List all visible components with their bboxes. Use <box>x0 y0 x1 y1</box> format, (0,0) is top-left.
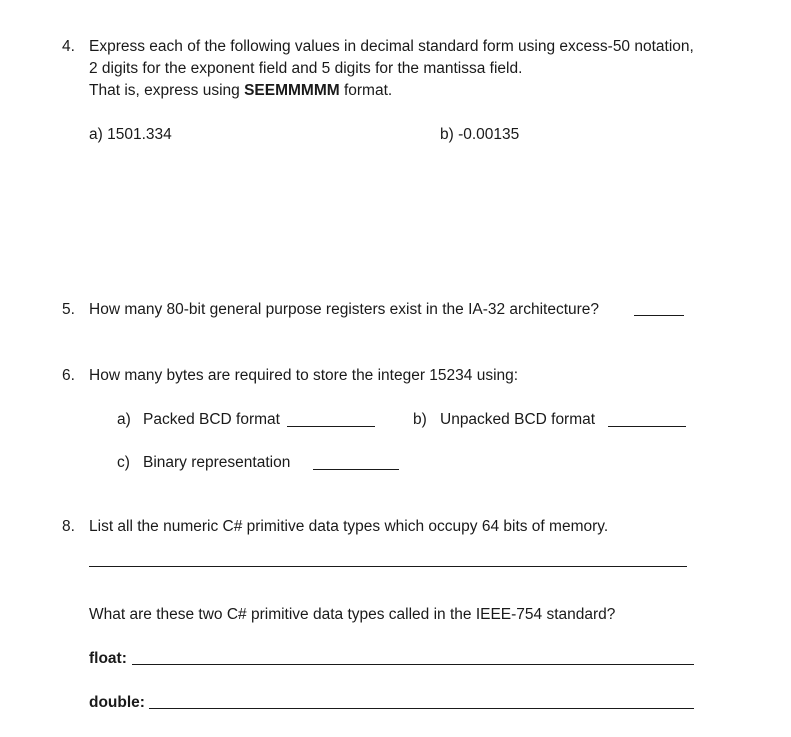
q8-double-label-text: double: <box>89 694 145 711</box>
q6-part-c: Binary representation <box>143 454 291 471</box>
q6-part-c-answer-line[interactable] <box>313 469 399 470</box>
q4-line3-prefix: That is, express using <box>89 82 245 99</box>
q4-number: 4. <box>62 38 75 55</box>
q4-line3-suffix: format. <box>339 82 393 99</box>
q8-float-answer-line[interactable] <box>132 664 694 665</box>
q4-part-b: b) -0.00135 <box>440 126 520 143</box>
q8-double-label <box>89 692 145 713</box>
q8-double-answer-line[interactable] <box>149 708 694 709</box>
q4-format-code: SEEMMMMM <box>244 82 340 99</box>
q4-line2: 2 digits for the exponent field and 5 digits for the mantissa field. <box>89 60 523 77</box>
q8-number: 8. <box>62 518 75 535</box>
q6-part-c-label: c) <box>117 454 130 471</box>
q8-followup: What are these two C# primitive data types called in the IEEE-754 standard? <box>89 606 616 623</box>
q5-number: 5. <box>62 301 75 318</box>
q4-line3 <box>89 80 392 101</box>
q5-text: How many 80-bit general purpose registers exist in the IA-32 architecture? <box>89 301 600 318</box>
q8-answer-line[interactable] <box>89 566 687 567</box>
q8-text: List all the numeric C# primitive data types which occupy 64 bits of memory. <box>89 518 609 535</box>
q5-answer-line[interactable] <box>634 315 684 316</box>
q6-part-a-label: a) <box>117 411 131 428</box>
q6-part-a: Packed BCD format <box>143 411 280 428</box>
q6-number: 6. <box>62 367 75 384</box>
q4-line1: Express each of the following values in decimal standard form using excess-50 notation, <box>89 38 694 55</box>
q6-part-b-label: b) <box>413 411 427 428</box>
q6-text: How many bytes are required to store the integer 15234 using: <box>89 367 519 384</box>
q8-float-label-text: float: <box>89 650 127 667</box>
q4-part-a: a) 1501.334 <box>89 126 172 143</box>
q6-part-b-answer-line[interactable] <box>608 426 686 427</box>
q6-part-b: Unpacked BCD format <box>440 411 596 428</box>
q8-float-label <box>89 648 127 669</box>
q6-part-a-answer-line[interactable] <box>287 426 375 427</box>
